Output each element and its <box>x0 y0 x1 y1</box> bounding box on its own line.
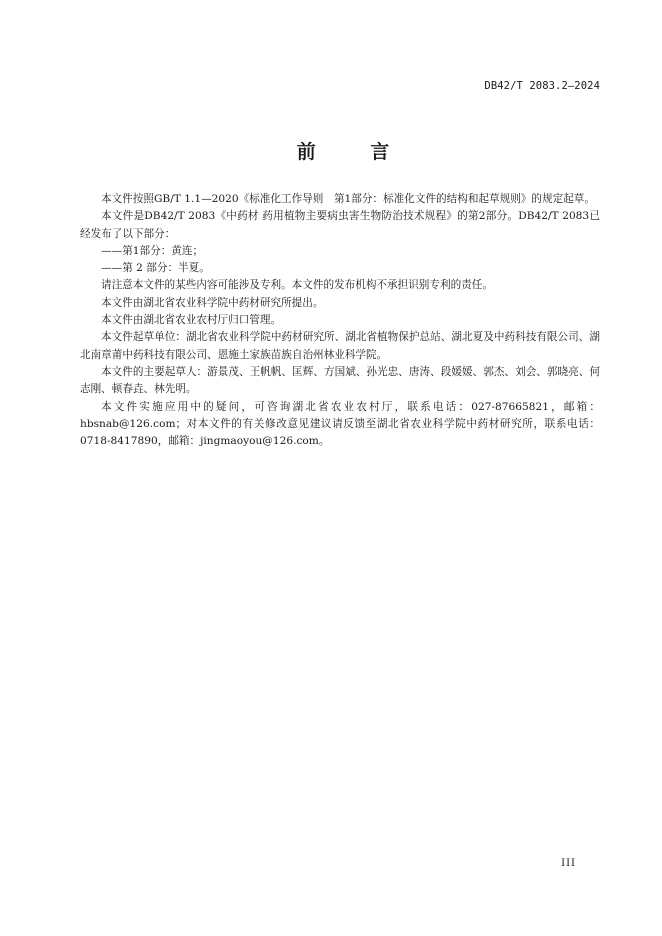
paragraph-proposer: 本文件由湖北省农业科学院中药材研究所提出。 <box>101 296 324 309</box>
paragraph-drafting-units: 本文件起草单位：湖北省农业科学院中药材研究所、湖北省植物保护总站、湖北夏及中药科技有限公司、湖北南章莆中药科技有限公司、恩施土家族苗族自治州林业科学院。 <box>80 331 600 361</box>
paragraph-drafting-rules: 本文件按照GB/T 1.1—2020《标准化工作导则 第1部分：标准化文件的结构和起草规则》的规定起草。 <box>101 193 595 205</box>
foreword-body <box>80 191 600 450</box>
paragraph-part-1: ——第1部分：黄连； <box>101 244 204 257</box>
document-code: DB42/T 2083.2—2024 <box>484 80 600 92</box>
paragraph-administrator: 本文件由湖北省农业农村厅归口管理。 <box>101 314 282 327</box>
paragraph-drafters: 本文件的主要起草人：游景茂、王帆帆、匡辉、方国斌、孙光忠、唐涛、段媛媛、郭杰、刘会、郭晓亮、何志刚、顿春垚、林先明。 <box>80 365 600 396</box>
page-number: III <box>561 858 576 869</box>
paragraph-series-info: 本文件是DB42/T 2083《中药材 药用植物主要病虫害生物防治技术规程》的第2部分。DB42/T 2083已经发布了以下部分： <box>80 210 600 240</box>
paragraph-patent-notice: 请注意本文件的某些内容可能涉及专利。本文件的发布机构不承担识别专利的责任。 <box>101 279 493 292</box>
paragraph-contact: 本文件实施应用中的疑问，可咨询湖北省农业农村厅，联系电话：027-87665821，邮箱：hbsnab@126.com；对本文件的有关修改意见建议请反馈至湖北省农业科学院中药材研究所，联系电话：0718-8417890，邮箱：jingmaoyou@126.com。 <box>80 400 600 448</box>
page-title: 前 言 <box>296 141 414 163</box>
paragraph-part-2: ——第 2 部分：半夏。 <box>101 262 210 275</box>
